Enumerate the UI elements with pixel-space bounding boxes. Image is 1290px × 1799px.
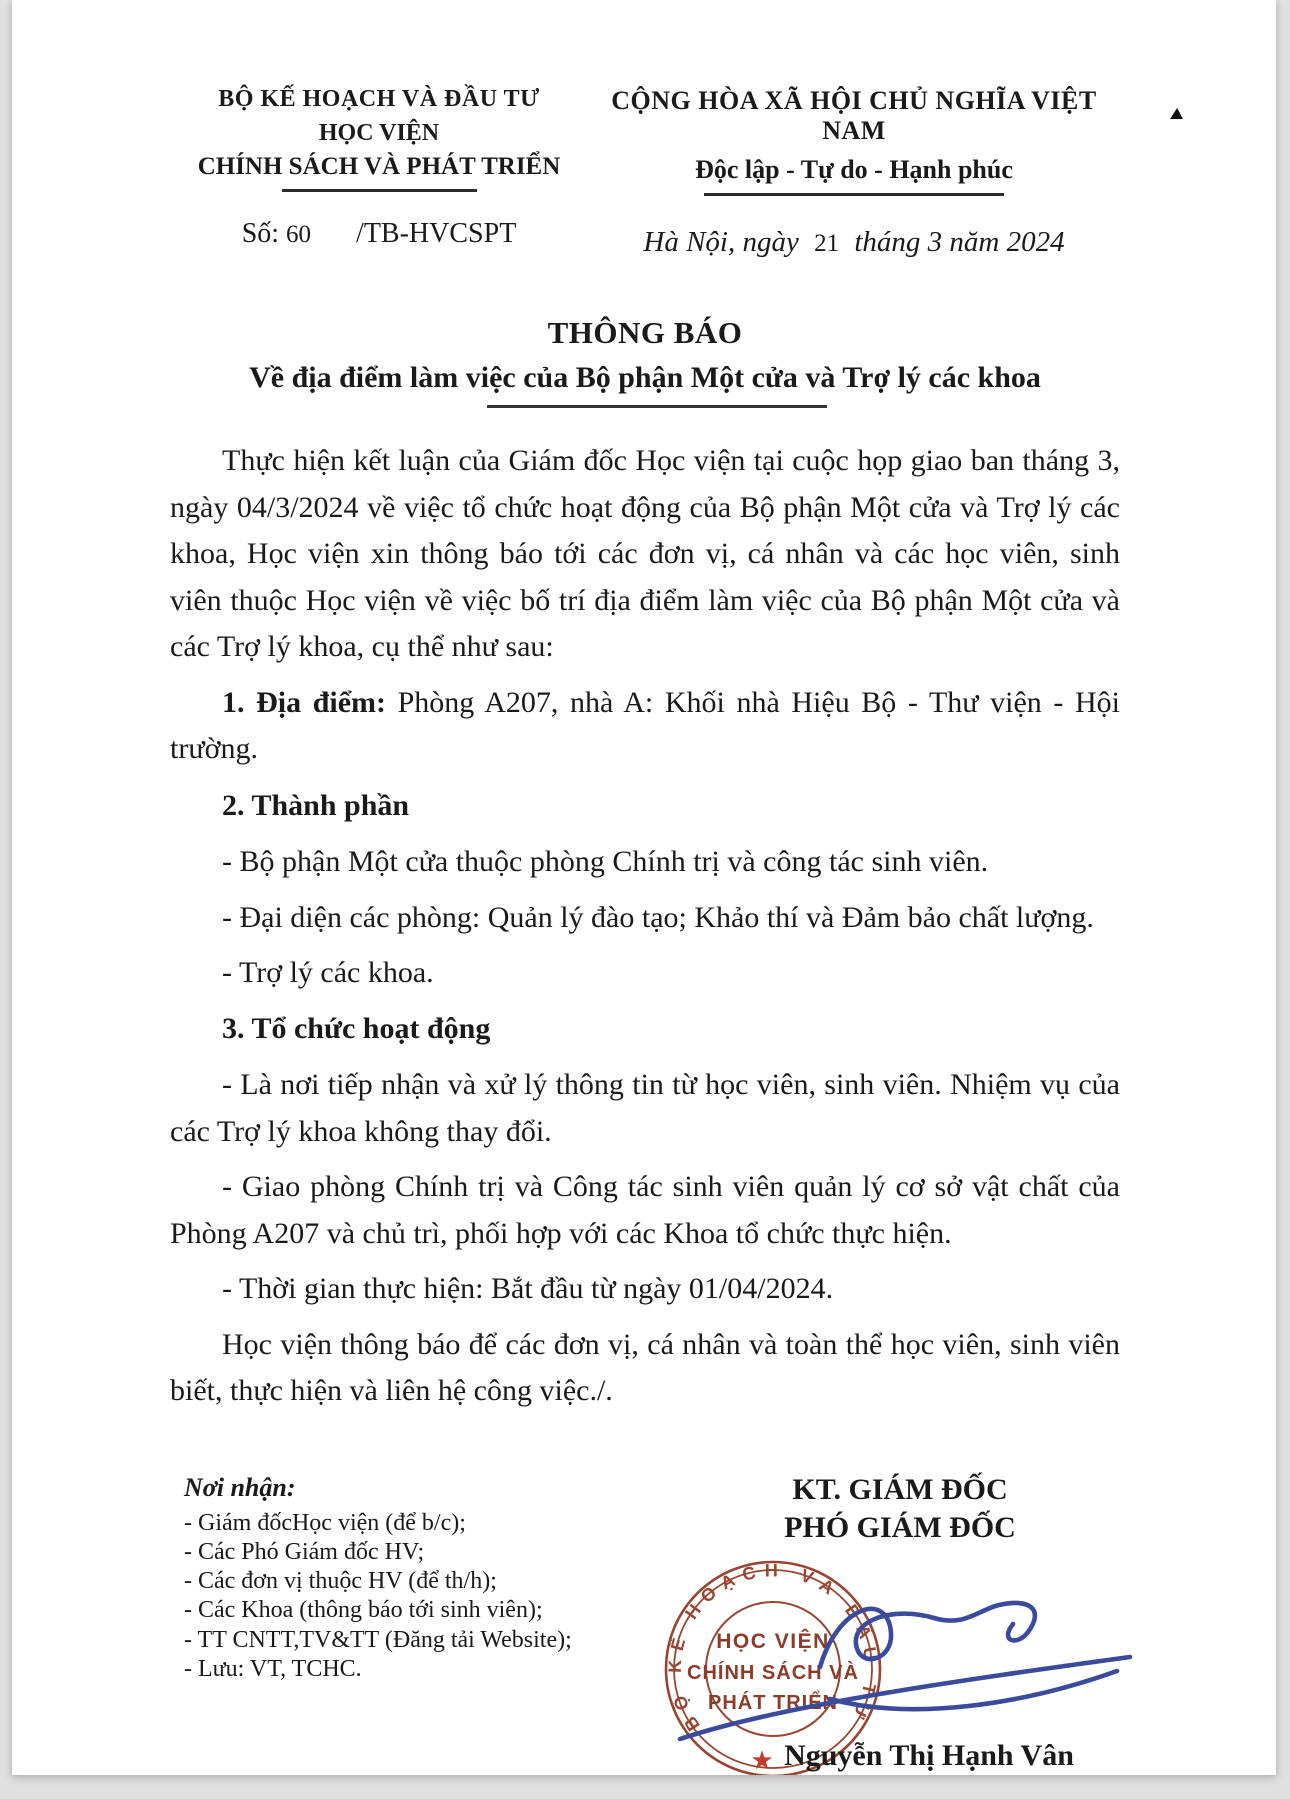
parent-ministry-name: BỘ KẾ HOẠCH VÀ ĐẦU TƯ xyxy=(218,86,540,112)
list-item: - Là nơi tiếp nhận và xử lý thông tin từ học viên, sinh viên. Nhiệm vụ của các Trợ lý khoa không thay đổi. xyxy=(170,1068,1120,1148)
section-1-heading: 1. Địa điểm: xyxy=(222,685,387,719)
issue-date xyxy=(588,226,1120,259)
national-header-block xyxy=(588,86,1120,259)
stamp-star-icon: ★ xyxy=(750,1745,774,1775)
signer-position-title: PHÓ GIÁM ĐỐC xyxy=(784,1510,1016,1544)
list-item: - Thời gian thực hiện: Bắt đầu từ ngày 01/04/2024. xyxy=(222,1272,834,1305)
stamp-and-signature-area xyxy=(664,1547,1130,1776)
intro-paragraph: Thực hiện kết luận của Giám đốc Học viện tại cuộc họp giao ban tháng 3, ngày 04/3/2024 về việc tổ chức hoạt động của Bộ phận Một cửa và Trợ lý các khoa, Học viện xin thông báo tới các đơn vị, cá nhân và các học viên, sinh viên thuộc Học viện về việc bố trí địa điểm làm việc của Bộ phận Một cửa và các Trợ lý khoa, cụ thể như sau: xyxy=(170,444,1120,663)
stamp-academy-line3: PHÁT TRIỂN xyxy=(708,1691,838,1714)
recipient-item: - Lưu: VT, TCHC. xyxy=(184,1655,362,1682)
closing-paragraph: Học viện thông báo để các đơn vị, cá nhân và toàn thể học viên, sinh viên biết, thực hiện và liên hệ công việc./. xyxy=(170,1327,1120,1407)
divider xyxy=(704,193,1004,196)
document-subtitle: Về địa điểm làm việc của Bộ phận Một cửa và Trợ lý các khoa xyxy=(249,361,1041,394)
issue-date-prefix: Hà Nội, ngày xyxy=(643,226,799,258)
document-number-label: Số: xyxy=(241,218,280,249)
recipient-item: - Các Khoa (thông báo tới sinh viên); xyxy=(184,1597,543,1624)
divider xyxy=(282,189,477,192)
academy-name-line2: CHÍNH SÁCH VÀ PHÁT TRIỂN xyxy=(197,153,561,180)
stamp-academy-line1: HỌC VIỆN xyxy=(716,1629,830,1653)
recipients-block xyxy=(170,1473,664,1776)
document-number xyxy=(170,218,588,250)
national-title: CỘNG HÒA XÃ HỘI CHỦ NGHĨA VIỆT NAM xyxy=(611,86,1097,145)
signer-authority-title: KT. GIÁM ĐỐC xyxy=(792,1472,1008,1506)
recipient-item: - TT CNTT,TV&TT (Đăng tải Website); xyxy=(184,1626,572,1653)
section-1-text: Phòng A207, nhà A: Khối nhà Hiệu Bộ - Thư viện - Hội trường. xyxy=(170,685,1120,765)
academy-name-line1: HỌC VIỆN xyxy=(318,120,440,146)
letterhead xyxy=(170,86,1120,259)
document-number-value: 60 xyxy=(286,221,312,248)
recipient-item: - Giám đốcHọc viện (để b/c); xyxy=(184,1509,466,1536)
recipient-item: - Các Phó Giám đốc HV; xyxy=(184,1538,425,1565)
document-page xyxy=(12,0,1276,1775)
divider xyxy=(487,405,827,408)
recipients-label: Nơi nhận: xyxy=(184,1472,296,1502)
national-motto: Độc lập - Tự do - Hạnh phúc xyxy=(695,155,1013,184)
stamp-ring-text: BỘ KẾ HOẠCH VÀ ĐẦU TƯ xyxy=(664,1559,882,1735)
list-item: - Giao phòng Chính trị và Công tác sinh viên quản lý cơ sở vật chất của Phòng A207 và chủ trì, phối hợp với các Khoa tổ chức thực hiện. xyxy=(170,1170,1120,1250)
document-number-suffix: /TB-HVCSPT xyxy=(356,218,517,249)
section-1 xyxy=(170,680,1120,773)
section-3-heading: 3. Tổ chức hoạt động xyxy=(222,1011,491,1045)
document-body xyxy=(170,438,1120,1415)
document-title: THÔNG BÁO xyxy=(547,315,743,350)
signature-block xyxy=(664,1472,1130,1776)
list-item: - Trợ lý các khoa. xyxy=(222,956,434,989)
list-item: - Đại diện các phòng: Quản lý đào tạo; Khảo thí và Đảm bảo chất lượng. xyxy=(222,900,1094,934)
recipients-list xyxy=(184,1509,664,1685)
list-item: - Bộ phận Một cửa thuộc phòng Chính trị và công tác sinh viên. xyxy=(222,845,989,878)
recipient-item: - Các đơn vị thuộc HV (để th/h); xyxy=(184,1568,497,1595)
section-2-heading: 2. Thành phần xyxy=(222,788,410,822)
issue-date-day: 21 xyxy=(814,230,840,257)
signer-name: Nguyễn Thị Hạnh Vân xyxy=(784,1738,1074,1772)
document-title-block xyxy=(170,315,1120,408)
stamp-academy-line2: CHÍNH SÁCH VÀ xyxy=(687,1661,859,1684)
issue-date-suffix: tháng 3 năm 2024 xyxy=(854,226,1065,258)
issuing-org-block xyxy=(170,86,588,259)
document-footer xyxy=(170,1473,1120,1776)
